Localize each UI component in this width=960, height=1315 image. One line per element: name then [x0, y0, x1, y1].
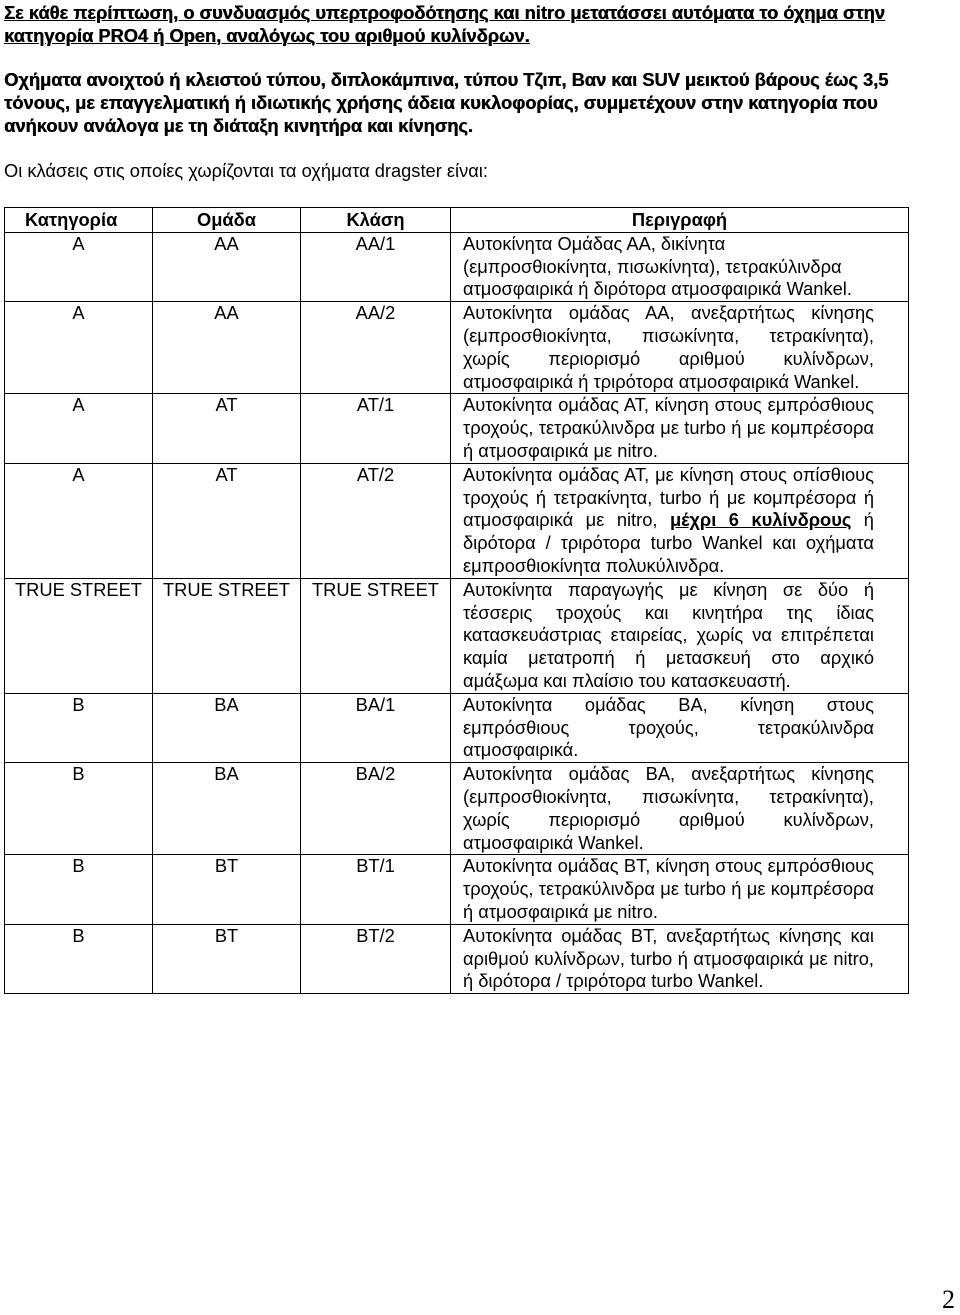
paragraph-pro4-rule: Σε κάθε περίπτωση, ο συνδυασμός υπερτροφοδότησης και nitro μετατάσσει αυτόματα το όχημα στην κατηγορία PRO4 ή Open, αναλόγως του αριθμού κυλίνδρων.	[4, 2, 885, 46]
cell-description: Αυτοκίνητα παραγωγής με κίνηση σε δύο ή τέσσερις τροχούς και κινητήρα της ίδιας κατασκευάστριας εταιρείας, χωρίς να επιτρέπεται καμία μετατροπή ή μετασκευή στο αρχικό αμάξωμα και πλαίσιο του κατασκευαστή.	[451, 578, 909, 693]
header-description: Περιγραφή	[451, 208, 909, 233]
table-row	[5, 232, 909, 301]
cell-group: ΒΤ	[153, 855, 301, 924]
cell-class: ΑΑ/2	[301, 302, 451, 394]
table-row	[5, 855, 909, 924]
cell-group: ΑΤ	[153, 463, 301, 578]
cell-category: Β	[5, 855, 153, 924]
cell-description: Αυτοκίνητα ομάδας ΒΑ, ανεξαρτήτως κίνησης (εμπροσθιοκίνητα, πισωκίνητα, τετρακίνητα), χωρίς περιορισμό αριθμού κυλίνδρων, ατμοσφαιρικά Wankel.	[451, 763, 909, 855]
cell-description: Αυτοκίνητα ομάδας ΒΤ, ανεξαρτήτως κίνησης και αριθμού κυλίνδρων, turbo ή ατμοσφαιρικά με nitro, ή διρότορα / τριρότορα turbo Wankel.	[451, 924, 909, 993]
cell-group: ΒΤ	[153, 924, 301, 993]
table-row	[5, 463, 909, 578]
cell-category: Β	[5, 924, 153, 993]
table-row	[5, 578, 909, 693]
cell-class: TRUE STREET	[301, 578, 451, 693]
cell-class: ΒΑ/1	[301, 693, 451, 762]
paragraph-vehicle-types: Οχήματα ανοιχτού ή κλειστού τύπου, διπλοκάμπινα, τύπου Τζιπ, Βαν και SUV μεικτού βάρους έως 3,5 τόνους, με επαγγελματική ή ιδιωτικής χρήσης άδεια κυκλοφορίας, συμμετέχουν στην κατηγορία που ανήκουν ανάλογα με τη διάταξη κινητήρα και κίνησης.	[4, 69, 889, 136]
cell-category: Β	[5, 763, 153, 855]
cell-class: ΒΤ/2	[301, 924, 451, 993]
cell-description: Αυτοκίνητα ομάδας ΑΑ, ανεξαρτήτως κίνησης (εμπροσθιοκίνητα, πισωκίνητα, τετρακίνητα), χωρίς περιορισμό αριθμού κυλίνδρων, ατμοσφαιρικά ή τριρότορα ατμοσφαιρικά Wankel.	[451, 302, 909, 394]
table-row	[5, 394, 909, 463]
header-category: Κατηγορία	[5, 208, 153, 233]
cell-description: Αυτοκίνητα ομάδας ΒΤ, κίνηση στους εμπρόσθιους τροχούς, τετρακύλινδρα με turbo ή με κομπρέσορα ή ατμοσφαιρικά με nitro.	[451, 855, 909, 924]
cell-class: ΒΑ/2	[301, 763, 451, 855]
cell-class: ΑΑ/1	[301, 232, 451, 301]
description-text: Αυτοκίνητα ομάδας ΑΤ, με κίνηση στους οπίσθιους τροχούς ή τετρακίνητα, turbo ή με κομπρέσορα ή ατμοσφαιρικά με nitro,	[463, 463, 874, 531]
cell-description: Αυτοκίνητα Ομάδας ΑΑ, δικίνητα (εμπροσθιοκίνητα, πισωκίνητα), τετρακύλινδρα ατμοσφαιρικά ή διρότορα ατμοσφαιρικά Wankel.	[451, 232, 909, 301]
table-row	[5, 693, 909, 762]
cell-category: TRUE STREET	[5, 578, 153, 693]
table-row	[5, 302, 909, 394]
cell-group: TRUE STREET	[153, 578, 301, 693]
paragraph-classes-intro: Οι κλάσεις στις οποίες χωρίζονται τα οχήματα dragster είναι:	[4, 160, 488, 181]
table-row	[5, 763, 909, 855]
cell-class: ΑΤ/2	[301, 463, 451, 578]
dragster-classes-table	[4, 207, 909, 994]
cell-group: ΒΑ	[153, 693, 301, 762]
table-header-row	[5, 208, 909, 233]
cell-category: Β	[5, 693, 153, 762]
cell-group: ΑΑ	[153, 232, 301, 301]
description-text: ή διρότορα / τριρότορα turbo Wankel και οχήματα εμπροσθιοκίνητα πολυκύλινδρα.	[463, 509, 874, 576]
cell-description	[451, 463, 909, 578]
cell-group: ΒΑ	[153, 763, 301, 855]
cell-description: Αυτοκίνητα ομάδας ΑΤ, κίνηση στους εμπρόσθιους τροχούς, τετρακύλινδρα με turbo ή με κομπρέσορα ή ατμοσφαιρικά με nitro.	[451, 394, 909, 463]
table-row	[5, 924, 909, 993]
cell-category: Α	[5, 463, 153, 578]
cell-class: ΒΤ/1	[301, 855, 451, 924]
cell-category: Α	[5, 232, 153, 301]
cell-class: ΑΤ/1	[301, 394, 451, 463]
cell-group: ΑΑ	[153, 302, 301, 394]
description-emphasis: μέχρι 6 κυλίνδρους	[669, 509, 852, 531]
cell-category: Α	[5, 302, 153, 394]
header-class: Κλάση	[301, 208, 451, 233]
header-group: Ομάδα	[153, 208, 301, 233]
cell-group: ΑΤ	[153, 394, 301, 463]
cell-category: Α	[5, 394, 153, 463]
page-number: 2	[942, 1285, 955, 1314]
cell-description: Αυτοκίνητα ομάδας ΒΑ, κίνηση στους εμπρόσθιους τροχούς, τετρακύλινδρα ατμοσφαιρικά.	[451, 693, 909, 762]
